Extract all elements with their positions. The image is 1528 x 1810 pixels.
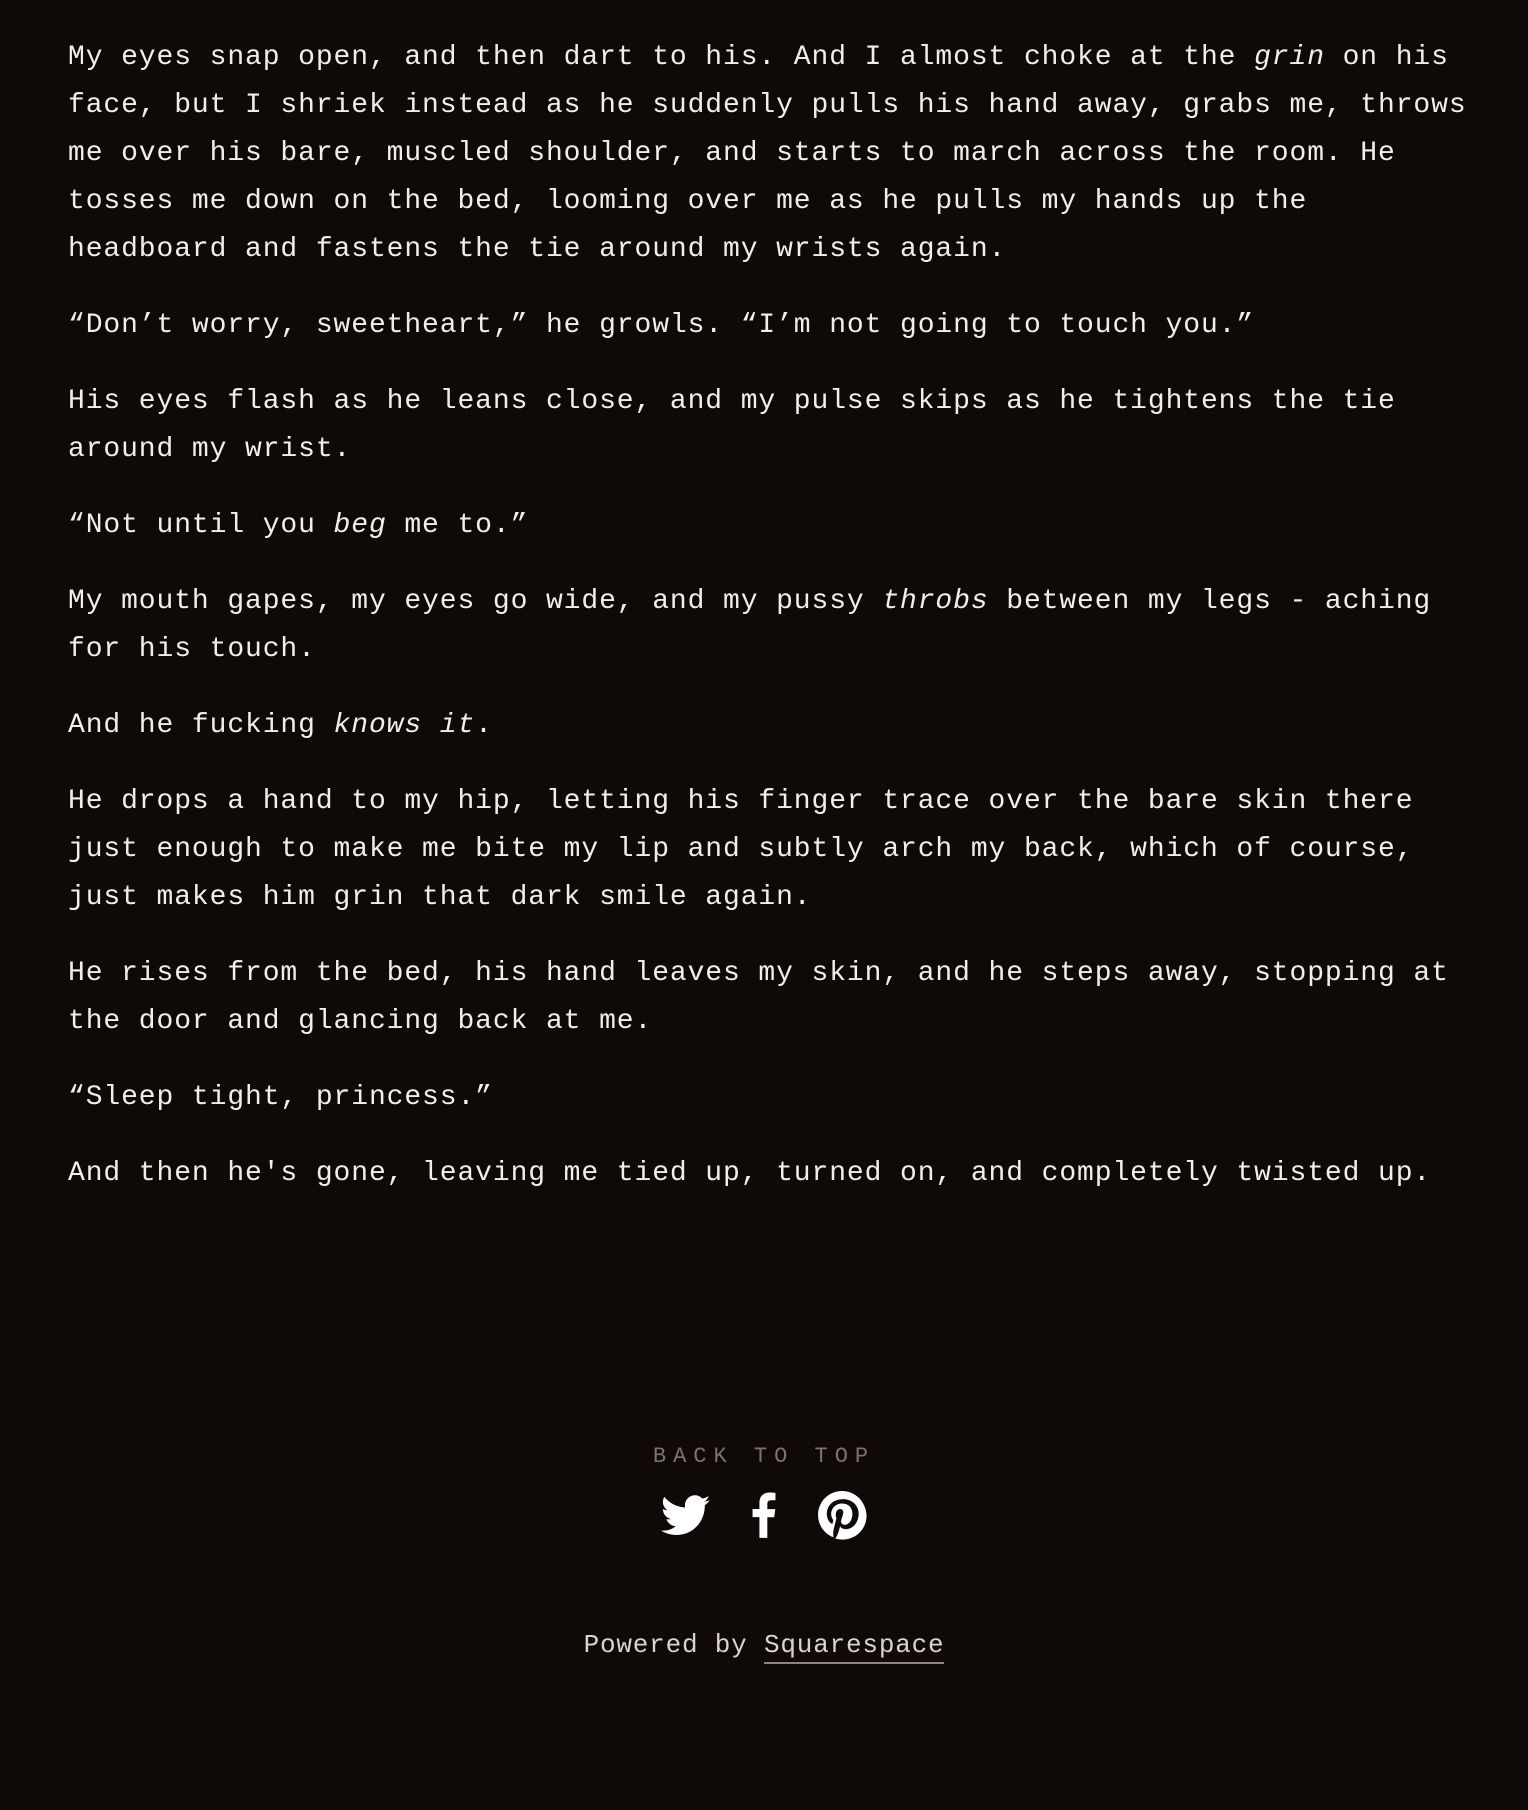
paragraph-4-text-a: “Not until you	[68, 510, 334, 541]
paragraph-6-text-b: .	[475, 710, 493, 741]
paragraph-1-text-b: on his face, but I shriek instead as he suddenly pulls his hand away, grabs me, throws me over his bare, muscled shoulder, and starts to march across the room. He tosses me down on the bed, looming over me as he pulls my hands up the headboard and fastens the tie around my wrists again.	[68, 42, 1467, 265]
twitter-icon	[661, 1490, 711, 1540]
twitter-link[interactable]	[661, 1490, 711, 1540]
paragraph-6	[68, 702, 1468, 750]
pinterest-icon	[817, 1490, 867, 1540]
facebook-link[interactable]	[739, 1490, 789, 1540]
paragraph-7: He drops a hand to my hip, letting his finger trace over the bare skin there just enough to make me bite my lip and subtly arch my back, which of course, just makes him grin that dark smile again.	[68, 786, 1414, 913]
paragraph-4-emphasis: beg	[333, 510, 387, 541]
powered-by	[0, 1630, 1528, 1660]
facebook-icon	[739, 1490, 789, 1540]
social-links	[0, 1490, 1528, 1540]
back-to-top-link[interactable]: BACK TO TOP	[652, 1444, 876, 1469]
paragraph-1-text-a: My eyes snap open, and then dart to his. And I almost choke at the	[68, 42, 1255, 73]
paragraph-5	[68, 578, 1468, 674]
paragraph-3: His eyes flash as he leans close, and my pulse skips as he tightens the tie around my wrist.	[68, 386, 1396, 465]
paragraph-10: And then he's gone, leaving me tied up, turned on, and completely twisted up.	[68, 1158, 1432, 1189]
powered-by-label: Powered by	[583, 1630, 764, 1660]
story-body	[68, 34, 1468, 1226]
paragraph-2: “Don’t worry, sweetheart,” he growls. “I’m not going to touch you.”	[68, 310, 1255, 341]
paragraph-8: He rises from the bed, his hand leaves my skin, and he steps away, stopping at the door and glancing back at me.	[68, 958, 1449, 1037]
paragraph-5-emphasis: throbs	[882, 586, 989, 617]
paragraph-5-text-b: between my legs - aching for his touch.	[68, 586, 1432, 665]
squarespace-link[interactable]: Squarespace	[764, 1630, 944, 1664]
paragraph-9: “Sleep tight, princess.”	[68, 1082, 493, 1113]
paragraph-4	[68, 502, 1468, 550]
paragraph-6-text-a: And he fucking	[68, 710, 334, 741]
paragraph-5-text-a: My mouth gapes, my eyes go wide, and my pussy	[68, 586, 883, 617]
paragraph-4-text-b: me to.”	[386, 510, 529, 541]
pinterest-link[interactable]	[817, 1490, 867, 1540]
paragraph-1-emphasis: grin	[1254, 42, 1325, 73]
paragraph-6-emphasis: knows it	[333, 710, 476, 741]
paragraph-1	[68, 34, 1468, 274]
